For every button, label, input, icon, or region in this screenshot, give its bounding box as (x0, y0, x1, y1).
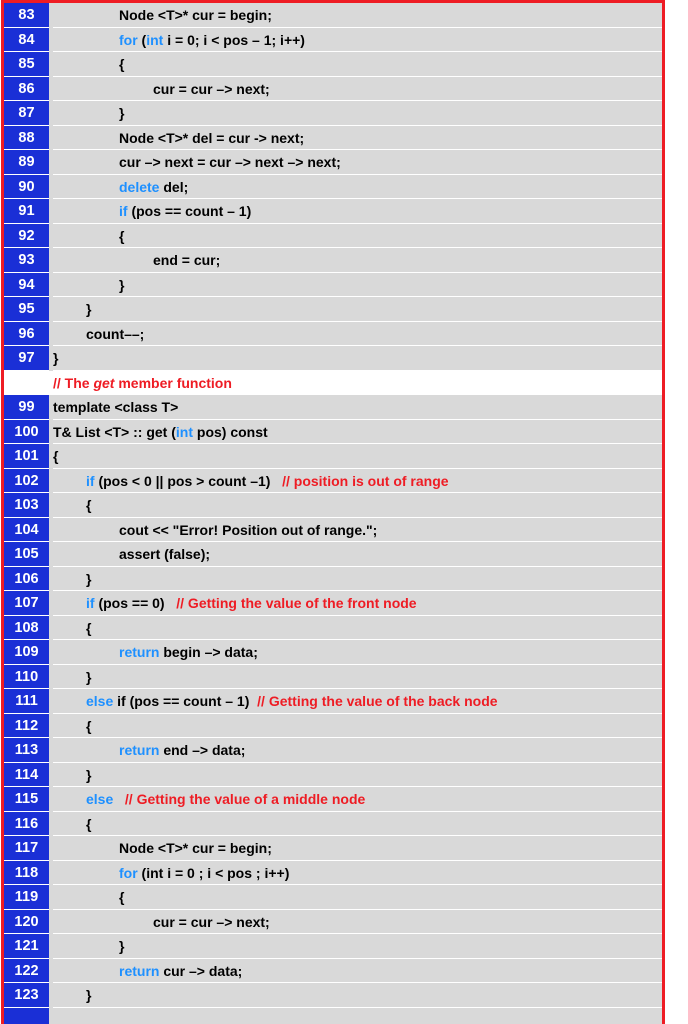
line-number: 86 (4, 77, 49, 102)
code-text (53, 469, 662, 494)
code-token: { (119, 227, 125, 244)
line-number: 108 (4, 616, 49, 641)
code-token: Node <T>* cur = begin; (119, 7, 272, 23)
code-line (4, 150, 662, 175)
code-line (4, 469, 662, 494)
code-line (4, 52, 662, 77)
code-text (53, 836, 662, 861)
code-line (4, 616, 662, 641)
line-number: 105 (4, 542, 49, 567)
line-number: 106 (4, 567, 49, 592)
code-token: cur = cur –> next; (153, 913, 270, 930)
code-text (53, 518, 662, 543)
code-keyword: for (119, 864, 138, 881)
code-token: } (86, 987, 92, 1003)
code-text (53, 812, 662, 837)
code-token: } (53, 350, 59, 366)
code-token: } (86, 570, 92, 587)
code-text (53, 959, 662, 984)
code-token: Node <T>* del = cur -> next; (119, 129, 305, 146)
code-token: cur = cur –> next; (153, 80, 270, 97)
code-line (4, 567, 662, 592)
line-number: 96 (4, 322, 49, 347)
code-line (4, 297, 662, 322)
code-text (53, 395, 662, 420)
line-number: 103 (4, 493, 49, 518)
code-line (4, 640, 662, 665)
code-line (4, 934, 662, 959)
code-token: (pos < 0 || pos > count –1) (94, 472, 283, 489)
code-token: { (53, 448, 59, 464)
code-keyword: return (119, 962, 160, 979)
code-text (53, 983, 662, 1008)
code-token: } (119, 276, 125, 293)
code-token: (pos == count – 1) (127, 203, 252, 219)
code-line (4, 665, 662, 690)
code-token: end = cur; (153, 252, 221, 268)
code-comment: member function (114, 374, 232, 391)
code-text (53, 3, 662, 28)
code-text (53, 763, 662, 788)
code-listing (1, 0, 665, 1024)
code-line (4, 812, 662, 837)
code-line (4, 861, 662, 886)
code-line (4, 101, 662, 126)
code-token: ( (137, 31, 147, 48)
line-number: 84 (4, 28, 49, 53)
line-number: 94 (4, 273, 49, 298)
code-text (53, 542, 662, 567)
code-line (4, 28, 662, 53)
code-token: cur –> next = cur –> next –> next; (119, 154, 341, 170)
code-token: } (86, 668, 92, 685)
code-line (4, 836, 662, 861)
line-number: 98 (4, 371, 49, 396)
code-keyword: for (119, 31, 138, 48)
line-number: 107 (4, 591, 49, 616)
code-line (4, 395, 662, 420)
code-token: { (86, 497, 92, 513)
code-keyword: int (146, 31, 164, 48)
code-text (53, 101, 662, 126)
code-token: template <class T> (53, 399, 179, 415)
code-token: cout << "Error! Position out of range."; (119, 521, 378, 538)
code-token: } (119, 105, 125, 121)
line-number: 123 (4, 983, 49, 1008)
code-line (4, 444, 662, 469)
code-text (53, 28, 662, 53)
code-line (4, 518, 662, 543)
line-number: 91 (4, 199, 49, 224)
code-token: assert (false); (119, 546, 211, 562)
code-token: } (86, 301, 92, 317)
code-text (53, 224, 662, 249)
code-token: Node <T>* cur = begin; (119, 840, 272, 856)
code-token: { (86, 815, 92, 832)
code-comment: // Getting the value of a middle node (124, 791, 366, 807)
code-keyword: else (86, 791, 114, 807)
code-line (4, 591, 662, 616)
code-text (53, 52, 662, 77)
code-token: } (119, 938, 125, 954)
code-text (53, 199, 662, 224)
code-line (4, 493, 662, 518)
code-line (4, 910, 662, 935)
code-comment: // Getting the value of the front node (176, 595, 417, 611)
code-keyword: return (119, 644, 160, 660)
code-line (4, 248, 662, 273)
code-text (53, 714, 662, 739)
line-number: 85 (4, 52, 49, 77)
code-keyword: delete (119, 178, 160, 195)
line-number: 89 (4, 150, 49, 175)
code-line (4, 126, 662, 151)
code-line (4, 763, 662, 788)
code-comment: get (93, 374, 115, 391)
code-token: begin –> data; (159, 644, 258, 660)
line-number: 117 (4, 836, 49, 861)
line-number: 113 (4, 738, 49, 763)
code-token: { (86, 619, 92, 636)
code-keyword: return (119, 742, 160, 758)
code-line (4, 885, 662, 910)
code-text (53, 126, 662, 151)
code-token: end –> data; (159, 742, 246, 758)
line-number: 110 (4, 665, 49, 690)
code-text (53, 665, 662, 690)
code-text (53, 910, 662, 935)
code-text (53, 861, 662, 886)
code-comment: // Getting the value of the back node (257, 693, 498, 709)
code-line (4, 959, 662, 984)
line-number: 120 (4, 910, 49, 935)
code-line (4, 346, 662, 371)
code-text (53, 616, 662, 641)
line-number: 90 (4, 175, 49, 200)
code-token: { (119, 56, 125, 72)
code-text (53, 371, 662, 396)
line-number: 121 (4, 934, 49, 959)
line-number: 87 (4, 101, 49, 126)
code-line (4, 983, 662, 1008)
code-text (53, 150, 662, 175)
code-line (4, 689, 662, 714)
code-comment: // position is out of range (282, 472, 449, 489)
code-text (53, 248, 662, 273)
line-number: 114 (4, 763, 49, 788)
line-number: 83 (4, 3, 49, 28)
code-line (4, 738, 662, 763)
line-number: 88 (4, 126, 49, 151)
code-token: pos) const (193, 423, 268, 440)
code-text (53, 273, 662, 298)
code-text (53, 591, 662, 616)
line-number: 112 (4, 714, 49, 739)
line-number: 118 (4, 861, 49, 886)
line-number: 92 (4, 224, 49, 249)
code-text (53, 175, 662, 200)
line-number: 115 (4, 787, 49, 812)
code-token: T& List <T> :: get ( (53, 423, 176, 440)
code-text (53, 420, 662, 445)
code-text (53, 689, 662, 714)
code-line (4, 175, 662, 200)
code-line (4, 714, 662, 739)
line-number: 116 (4, 812, 49, 837)
code-line (4, 273, 662, 298)
code-text (53, 444, 662, 469)
code-keyword: if (86, 472, 95, 489)
code-token: (pos == 0) (94, 595, 177, 611)
code-token: del; (159, 178, 189, 195)
line-number: 97 (4, 346, 49, 371)
code-line (4, 77, 662, 102)
code-text (53, 787, 662, 812)
code-text (53, 322, 662, 347)
code-comment: // The (53, 374, 94, 391)
code-token: count––; (86, 325, 145, 342)
line-number: 122 (4, 959, 49, 984)
code-token (113, 791, 125, 807)
code-line (4, 224, 662, 249)
code-line (4, 371, 662, 396)
line-number: 101 (4, 444, 49, 469)
code-lines (4, 3, 662, 1008)
code-line (4, 199, 662, 224)
code-text (53, 77, 662, 102)
code-token: { (119, 889, 125, 905)
code-text (53, 934, 662, 959)
code-text (53, 885, 662, 910)
code-text (53, 297, 662, 322)
line-number: 100 (4, 420, 49, 445)
code-text (53, 640, 662, 665)
code-line (4, 420, 662, 445)
code-keyword: int (175, 423, 193, 440)
code-line (4, 787, 662, 812)
line-number: 109 (4, 640, 49, 665)
code-token: i = 0; i < pos – 1; i++) (163, 31, 305, 48)
line-number: 93 (4, 248, 49, 273)
code-text (53, 493, 662, 518)
line-number: 111 (4, 689, 49, 714)
line-number: 95 (4, 297, 49, 322)
line-number: 104 (4, 518, 49, 543)
code-keyword: if (86, 595, 95, 611)
line-number: 99 (4, 395, 49, 420)
code-text (53, 738, 662, 763)
code-token: } (86, 766, 92, 783)
code-line (4, 3, 662, 28)
code-line (4, 542, 662, 567)
code-text (53, 567, 662, 592)
code-keyword: if (119, 203, 128, 219)
line-number: 119 (4, 885, 49, 910)
code-token: if (pos == count – 1) (113, 693, 258, 709)
code-keyword: else (86, 693, 114, 709)
code-token: { (86, 717, 92, 734)
code-token: (int i = 0 ; i < pos ; i++) (137, 864, 290, 881)
code-line (4, 322, 662, 347)
line-number: 102 (4, 469, 49, 494)
code-text (53, 346, 662, 371)
code-token: cur –> data; (159, 962, 243, 979)
